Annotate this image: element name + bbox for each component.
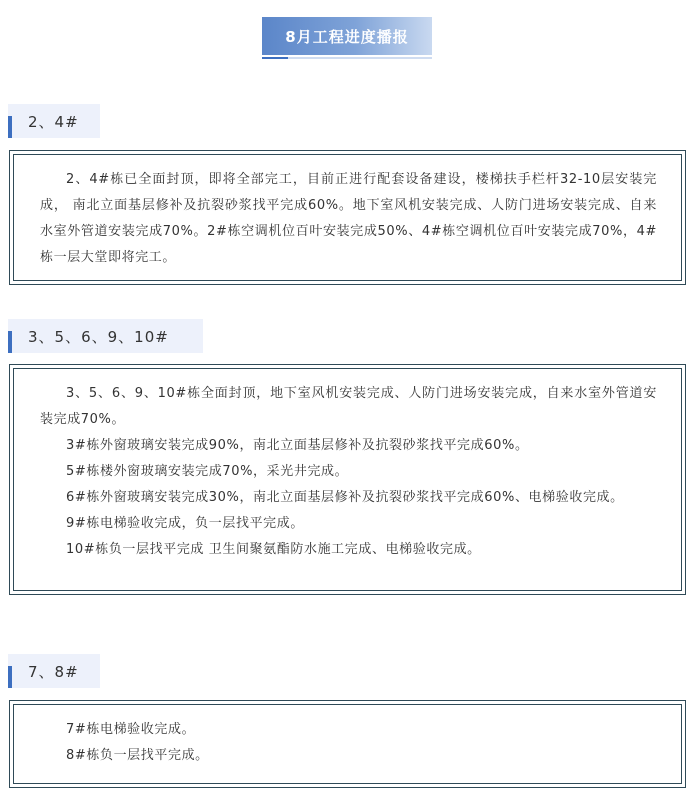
section-header-3-5-6-9-10 bbox=[8, 319, 203, 353]
section-heading: 7、8# bbox=[28, 662, 79, 681]
paragraph: 5#栋楼外窗玻璃安装完成70%，采光井完成。 bbox=[66, 464, 349, 479]
paragraph: 2、4#栋已全面封顶，即将全部完工，目前正进行配套设备建设，楼梯扶手栏杆32-10层安装完成， 南北立面基层修补及抗裂砂浆找平完成60%。地下室风机安装完成、人防门进场安装完成、自来水室外管道安装完成70%。2#栋空调机位百叶安装完成50%、4#栋空调机位百叶安装完成70%，4#栋一层大堂即将完工。 bbox=[40, 172, 657, 265]
section-content-3-5-6-9-10 bbox=[9, 364, 686, 595]
section-accent-bar bbox=[8, 331, 12, 353]
section-content-inner bbox=[13, 704, 682, 784]
section-accent-bar bbox=[8, 116, 12, 138]
section-content-inner bbox=[13, 154, 682, 281]
section-content-7-8 bbox=[9, 700, 686, 788]
section-heading: 2、4# bbox=[28, 112, 79, 131]
paragraph: 3、5、6、9、10#栋全面封顶，地下室风机安装完成、人防门进场安装完成，自来水室外管道安装完成70%。 bbox=[40, 386, 657, 427]
paragraph: 3#栋外窗玻璃安装完成90%，南北立面基层修补及抗裂砂浆找平完成60%。 bbox=[66, 438, 529, 453]
paragraph: 10#栋负一层找平完成 卫生间聚氨酯防水施工完成、电梯验收完成。 bbox=[66, 542, 481, 557]
section-header-7-8 bbox=[8, 654, 100, 688]
section-content-inner bbox=[13, 368, 682, 591]
section-accent-bar bbox=[8, 666, 12, 688]
paragraph: 8#栋负一层找平完成。 bbox=[66, 748, 209, 763]
title-underline bbox=[288, 57, 432, 59]
paragraph: 9#栋电梯验收完成，负一层找平完成。 bbox=[66, 516, 304, 531]
section-header-2-4 bbox=[8, 104, 100, 138]
section-heading: 3、5、6、9、10# bbox=[28, 327, 169, 346]
title-banner-wrap bbox=[262, 17, 432, 60]
paragraph: 7#栋电梯验收完成。 bbox=[66, 722, 196, 737]
paragraph: 6#栋外窗玻璃安装完成30%，南北立面基层修补及抗裂砂浆找平完成60%、电梯验收完成。 bbox=[66, 490, 624, 505]
title-underline-accent bbox=[262, 57, 288, 59]
section-content-2-4 bbox=[9, 150, 686, 285]
page-title: 8月工程进度播报 bbox=[262, 17, 432, 55]
